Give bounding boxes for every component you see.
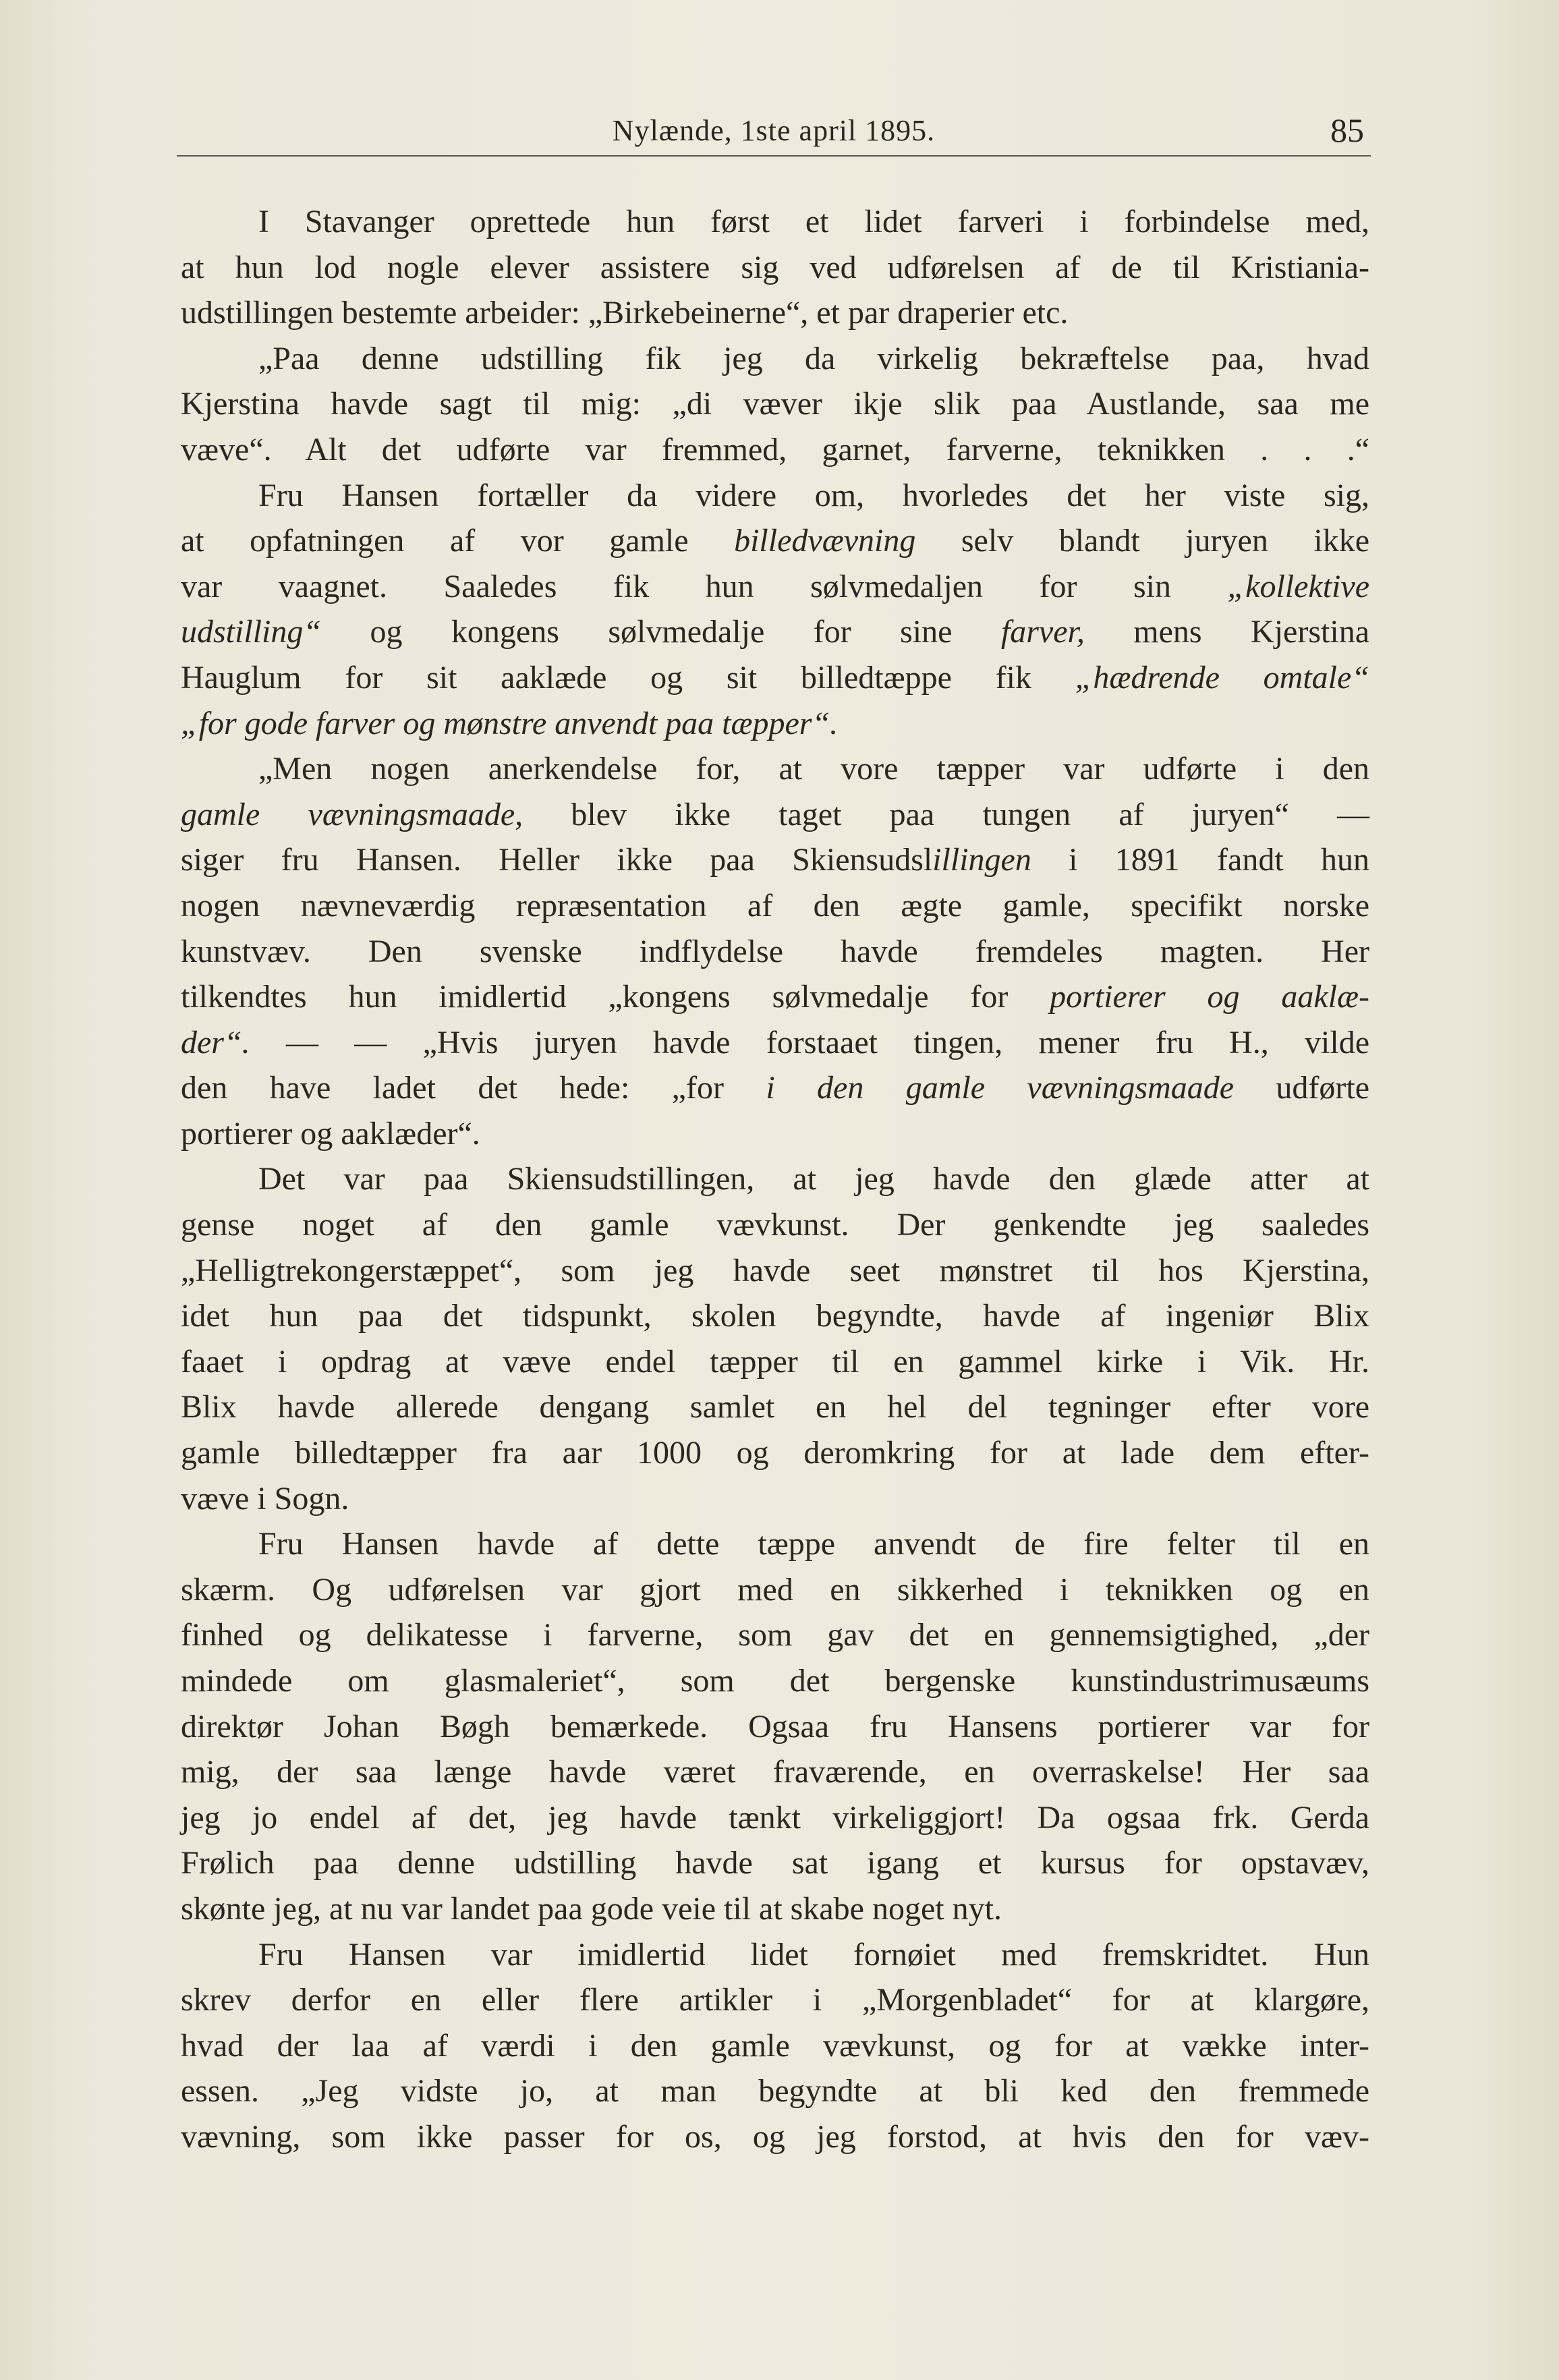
text-run: var vaagnet. Saaledes fik hun sølvmedaljen for sin (181, 568, 1228, 604)
text-line (181, 245, 1369, 291)
text-run: „Men nogen anerkendelse for, at vore tæpper var udførte i den (258, 751, 1369, 787)
italic-run: billedvævning (734, 523, 916, 559)
text-run: Frølich paa denne udstilling havde sat igang et kursus for opstavæv, (181, 1845, 1369, 1881)
text-line (181, 518, 1369, 564)
text-run: at opfatningen af vor gamle (181, 523, 735, 559)
text-run: I Stavanger oprettede hun først et lidet farveri i forbindelse med, (258, 204, 1369, 239)
text-line (181, 792, 1369, 838)
text-line (181, 1977, 1369, 2023)
text-run: Skiensudsl (792, 842, 933, 878)
text-run: mig, der saa længe havde været fraværende, en overraskelse! Her saa (181, 1754, 1369, 1790)
text-run: Fru Hansen fortæller da videre om, hvorledes det her viste sig, (258, 477, 1369, 513)
text-line (181, 336, 1369, 382)
text-run: jeg jo endel af det, jeg havde tænkt virkeliggjort! Da ogsaa frk. Gerda (181, 1799, 1369, 1836)
text-line (181, 609, 1369, 655)
page-header (177, 101, 1371, 157)
text-run: Blix havde allerede dengang samlet en hel del tegninger efter vore (181, 1389, 1369, 1425)
text-line (181, 1886, 1369, 1932)
text-line (181, 701, 1369, 747)
running-title: Nylænde, 1ste april 1895. (612, 114, 936, 147)
page-number: 85 (1330, 111, 1364, 149)
text-run: faaet i opdrag at væve endel tæpper til en gammel kirke i Vik. Hr. (181, 1343, 1369, 1380)
text-run: Fru Hansen var imidlertid lidet fornøiet med fremskridtet. Hun (258, 1936, 1369, 1973)
italic-run: „hædrende omtale“ (1075, 659, 1369, 696)
text-line (181, 199, 1369, 245)
text-run: at hun lod nogle elever assistere sig ved udførelsen af de til Kristiania- (181, 249, 1369, 285)
italic-run: farver, (1000, 614, 1085, 650)
text-line (181, 1612, 1369, 1658)
italic-run: illingen (932, 842, 1031, 878)
text-line (181, 1248, 1369, 1294)
text-line (181, 883, 1369, 929)
text-run: gamle billedtæpper fra aar 1000 og deromkring for at lade dem efter- (181, 1435, 1369, 1471)
text-line (181, 1476, 1369, 1522)
text-run: gense noget af den gamle vævkunst. Der genkendte jeg saaledes (181, 1207, 1369, 1243)
text-line (181, 473, 1369, 519)
text-line (181, 746, 1369, 792)
text-line (181, 1658, 1369, 1704)
text-line (181, 929, 1369, 975)
text-run: essen. „Jeg vidste jo, at man begyndte at bli ked den fremmede (181, 2073, 1369, 2109)
text-line (181, 381, 1369, 427)
text-line (181, 564, 1369, 610)
text-line (181, 1020, 1369, 1066)
text-run: Det var paa Skiensudstillingen, at jeg havde den glæde atter at (258, 1161, 1369, 1197)
text-line (181, 1156, 1369, 1202)
text-run: vævning, som ikke passer for os, og jeg forstod, at hvis den for væv- (181, 2118, 1369, 2155)
text-run: og kongens sølvmedalje for sine (321, 614, 1001, 650)
text-run: siger fru Hansen. Heller ikke paa (181, 842, 793, 878)
text-run: kunstvæv. Den svenske indflydelse havde fremdeles magten. Her (181, 933, 1369, 969)
text-run: portierer og aaklæder“. (181, 1115, 480, 1152)
text-line (181, 1932, 1369, 1978)
text-run: nogen nævneværdig repræsentation af den ægte gamle, specifikt norske (181, 887, 1369, 924)
text-line (181, 1384, 1369, 1430)
text-line (181, 1521, 1369, 1567)
text-line (181, 1065, 1369, 1111)
text-run: hvad der laa af værdi i den gamle vævkunst, og for at vække inter- (181, 2027, 1369, 2064)
text-run: skønte jeg, at nu var landet paa gode veie til at skabe noget nyt. (181, 1890, 1002, 1927)
text-line (181, 655, 1369, 701)
text-run: i 1891 fandt hun (1031, 842, 1369, 878)
text-run: udførte (1234, 1070, 1370, 1106)
text-run: mens Kjerstina (1084, 614, 1369, 650)
text-run: mindede om glasmaleriet“, som det bergenske kunstindustrimusæums (181, 1663, 1369, 1699)
text-run: Fru Hansen havde af dette tæppe anvendt de fire felter til en (258, 1526, 1369, 1562)
text-line (181, 1339, 1369, 1385)
text-line (181, 1567, 1369, 1613)
text-run: væve i Sogn. (181, 1480, 349, 1517)
text-line (181, 1795, 1369, 1841)
italic-run: i den gamle vævningsmaade (766, 1070, 1235, 1106)
text-run: tilkendtes hun imidlertid „kongens sølvmedalje for (181, 979, 1050, 1015)
text-line (181, 1202, 1369, 1248)
text-run: skrev derfor en eller flere artikler i „Morgenbladet“ for at klargøre, (181, 1982, 1369, 2018)
text-run: Hauglum for sit aaklæde og sit billedtæppe fik (181, 659, 1075, 696)
text-run: blev ikke taget paa tungen af juryen“ — (523, 796, 1370, 832)
italic-run: gamle vævningsmaade, (181, 796, 523, 832)
text-run: væve“. Alt det udførte var fremmed, garnet, farverne, teknikken . . .“ (181, 431, 1369, 468)
italic-run: portierer og aaklæ- (1050, 979, 1369, 1015)
text-line (181, 2114, 1369, 2160)
text-line (181, 2023, 1369, 2069)
text-line (181, 1111, 1369, 1157)
italic-run: udstilling“ (181, 614, 322, 650)
text-run: — — „Hvis juryen havde forstaaet tingen, mener fru H., vilde (250, 1024, 1369, 1060)
text-line (181, 2068, 1369, 2114)
text-line (181, 1840, 1369, 1886)
text-run: „Helligtrekongerstæppet“, som jeg havde seet mønstret til hos Kjerstina, (181, 1252, 1369, 1288)
text-line (181, 837, 1369, 883)
text-line (181, 1704, 1369, 1750)
article-body (181, 199, 1369, 2160)
text-run: Kjerstina havde sagt til mig: „di væver ikje slik paa Austlande, saa me (181, 386, 1369, 422)
text-run: idet hun paa det tidspunkt, skolen begyndte, havde af ingeniør Blix (181, 1298, 1369, 1334)
text-run: direktør Johan Bøgh bemærkede. Ogsaa fru Hansens portierer var for (181, 1708, 1369, 1745)
text-run: skærm. Og udførelsen var gjort med en sikkerhed i teknikken og en (181, 1571, 1369, 1608)
italic-run: der“. (181, 1024, 250, 1060)
text-run: finhed og delikatesse i farverne, som gav det en gennemsigtighed, „der (181, 1617, 1369, 1653)
text-run: „Paa denne udstilling fik jeg da virkelig bekræftelse paa, hvad (258, 340, 1369, 376)
text-run: selv blandt juryen ikke (915, 523, 1370, 559)
text-line (181, 427, 1369, 473)
text-run: udstillingen bestemte arbeider: „Birkebeinerne“, et par draperier etc. (181, 295, 1069, 331)
text-line (181, 1749, 1369, 1795)
italic-run: „for gode farver og mønstre anvendt paa tæpper“. (181, 705, 839, 741)
italic-run: „kollektive (1227, 568, 1369, 604)
text-run: den have ladet det hede: „for (181, 1070, 766, 1106)
text-line (181, 1293, 1369, 1339)
text-line (181, 974, 1369, 1020)
text-line (181, 1430, 1369, 1476)
text-line (181, 290, 1369, 336)
